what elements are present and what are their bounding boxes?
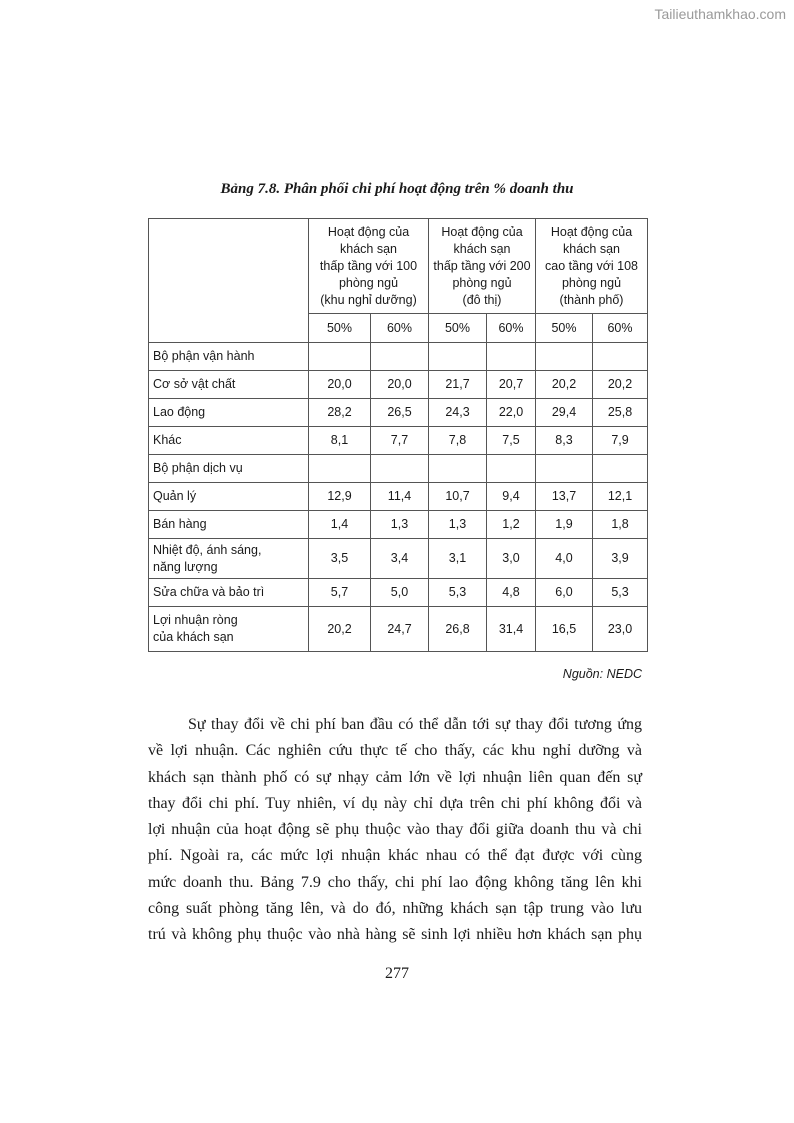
value-cell: 5,3 — [429, 579, 487, 607]
value-cell: 1,3 — [371, 511, 429, 539]
paragraph-line: công suất phòng tăng lên, và do đó, những khách sạn tập trung vào lưu — [148, 900, 642, 918]
row-label-line: của khách sạn — [153, 630, 234, 644]
paragraph-line: phí. Ngoài ra, các mức lợi nhuận khác nhau có thể đạt được với cùng — [148, 847, 642, 865]
value-cell: 5,7 — [309, 579, 371, 607]
source-note: Nguồn: NEDC — [562, 667, 642, 681]
column-group-header-line: cao tầng với 108 — [545, 258, 638, 273]
value-cell: 5,3 — [593, 579, 648, 607]
table-row — [149, 371, 648, 399]
value-cell: 1,8 — [593, 511, 648, 539]
table-row — [149, 511, 648, 539]
value-cell: 6,0 — [536, 579, 593, 607]
value-cell — [536, 343, 593, 371]
value-cell: 3,1 — [429, 539, 487, 579]
column-group-header — [309, 219, 429, 314]
column-group-header-line: thấp tầng với 200 — [433, 258, 531, 273]
paragraph-line: mức doanh thu. Bảng 7.9 cho thấy, chi phí lao động không tăng lên khi — [148, 873, 642, 891]
cost-distribution-table — [148, 218, 648, 652]
page-number: 277 — [385, 965, 409, 982]
row-label-cell — [149, 539, 309, 579]
paragraph-line: trú và không phụ thuộc vào nhà hàng sẽ sinh lợi nhiều hơn khách sạn phụ — [148, 926, 642, 944]
value-cell — [371, 455, 429, 483]
row-label-cell — [149, 579, 309, 607]
row-label-line: Khác — [153, 433, 182, 447]
value-cell: 3,9 — [593, 539, 648, 579]
column-group-header — [429, 219, 536, 314]
row-label-line: Quản lý — [153, 489, 197, 503]
value-cell: 20,2 — [536, 371, 593, 399]
occupancy-header-cell: 60% — [487, 314, 536, 343]
value-cell: 16,5 — [536, 607, 593, 652]
column-group-header-line: khách sạn — [453, 241, 511, 256]
row-label-cell — [149, 483, 309, 511]
value-cell: 9,4 — [487, 483, 536, 511]
value-cell: 20,0 — [371, 371, 429, 399]
value-cell: 13,7 — [536, 483, 593, 511]
row-label-line: Bán hàng — [153, 517, 207, 531]
table-row — [149, 343, 648, 371]
value-cell: 4,8 — [487, 579, 536, 607]
column-group-header-line: Hoạt động của — [441, 224, 523, 239]
value-cell: 12,1 — [593, 483, 648, 511]
row-label-line: Lao động — [153, 405, 206, 419]
value-cell — [371, 343, 429, 371]
value-cell: 20,7 — [487, 371, 536, 399]
column-group-header-line: khách sạn — [563, 241, 620, 256]
row-label-line: Lợi nhuận ròng — [153, 613, 238, 627]
row-label-line: năng lượng — [153, 559, 218, 574]
value-cell: 20,2 — [593, 371, 648, 399]
row-label-cell — [149, 399, 309, 427]
paragraph-line: Sự thay đổi về chi phí ban đầu có thể dẫn tới sự thay đổi tương ứng — [188, 716, 642, 733]
value-cell — [429, 455, 487, 483]
column-group-header-line: (đô thị) — [462, 292, 502, 307]
table-corner-cell — [149, 219, 309, 343]
column-group-header-line: (khu nghỉ dưỡng) — [320, 292, 417, 307]
value-cell: 3,5 — [309, 539, 371, 579]
value-cell: 20,2 — [309, 607, 371, 652]
value-cell: 1,3 — [429, 511, 487, 539]
value-cell: 21,7 — [429, 371, 487, 399]
value-cell — [593, 343, 648, 371]
value-cell: 26,8 — [429, 607, 487, 652]
value-cell: 7,7 — [371, 427, 429, 455]
table-header-row — [149, 219, 648, 314]
occupancy-header-cell: 50% — [429, 314, 487, 343]
value-cell: 10,7 — [429, 483, 487, 511]
row-label-cell — [149, 455, 309, 483]
value-cell: 25,8 — [593, 399, 648, 427]
table-row — [149, 539, 648, 579]
occupancy-header-cell: 60% — [593, 314, 648, 343]
row-label-cell — [149, 511, 309, 539]
value-cell: 7,8 — [429, 427, 487, 455]
row-label-cell — [149, 371, 309, 399]
value-cell: 12,9 — [309, 483, 371, 511]
column-group-header-line: phòng ngủ — [561, 275, 622, 290]
value-cell: 23,0 — [593, 607, 648, 652]
value-cell: 29,4 — [536, 399, 593, 427]
column-group-header-line: phòng ngủ — [338, 275, 399, 290]
column-group-header — [536, 219, 648, 314]
paragraph-line: khách sạn thành phố có sự nhạy cảm lớn về lợi nhuận liên quan đến sự — [148, 768, 642, 786]
value-cell: 7,5 — [487, 427, 536, 455]
value-cell: 24,3 — [429, 399, 487, 427]
row-label-line: Bộ phận vận hành — [153, 349, 255, 363]
value-cell: 4,0 — [536, 539, 593, 579]
row-label-cell — [149, 607, 309, 652]
row-label-line: Nhiệt độ, ánh sáng, — [153, 542, 262, 557]
column-group-header-line: phòng ngủ — [452, 275, 512, 290]
table-row — [149, 607, 648, 652]
value-cell — [593, 455, 648, 483]
value-cell: 5,0 — [371, 579, 429, 607]
value-cell: 11,4 — [371, 483, 429, 511]
table-caption: Bảng 7.8. Phân phối chi phí hoạt động trên % doanh thu — [220, 181, 574, 197]
value-cell: 31,4 — [487, 607, 536, 652]
value-cell — [309, 343, 371, 371]
value-cell: 28,2 — [309, 399, 371, 427]
occupancy-header-cell: 50% — [536, 314, 593, 343]
column-group-header-line: (thành phố) — [559, 292, 624, 307]
paragraph-line: về lợi nhuận. Các nghiên cứu thực tế cho thấy, các khu nghỉ dưỡng và — [148, 742, 642, 760]
occupancy-header-cell: 50% — [309, 314, 371, 343]
value-cell: 3,0 — [487, 539, 536, 579]
value-cell: 7,9 — [593, 427, 648, 455]
value-cell: 20,0 — [309, 371, 371, 399]
body-paragraph — [148, 712, 642, 949]
paragraph-line: thay đổi chi phí. Tuy nhiên, ví dụ này chỉ dựa trên chi phí không đổi và — [148, 794, 642, 812]
value-cell — [429, 343, 487, 371]
value-cell: 3,4 — [371, 539, 429, 579]
table-row — [149, 579, 648, 607]
value-cell — [487, 455, 536, 483]
column-group-header-line: thấp tầng với 100 — [319, 258, 418, 273]
table-row — [149, 455, 648, 483]
value-cell — [536, 455, 593, 483]
value-cell: 1,2 — [487, 511, 536, 539]
row-label-cell — [149, 343, 309, 371]
row-label-line: Cơ sở vật chất — [153, 377, 236, 391]
column-group-header-line: Hoạt động của — [550, 224, 633, 239]
value-cell: 8,1 — [309, 427, 371, 455]
column-group-header-line: Hoạt động của — [327, 224, 410, 239]
value-cell — [487, 343, 536, 371]
table-row — [149, 427, 648, 455]
watermark: Tailieuthamkhao.com — [654, 6, 786, 22]
table-row — [149, 399, 648, 427]
table-row — [149, 483, 648, 511]
value-cell: 1,4 — [309, 511, 371, 539]
value-cell — [309, 455, 371, 483]
paragraph-line: lợi nhuận của hoạt động sẽ phụ thuộc vào thay đổi giữa doanh thu và chi — [148, 821, 642, 839]
row-label-line: Bộ phận dịch vụ — [153, 461, 243, 475]
value-cell: 22,0 — [487, 399, 536, 427]
row-label-line: Sửa chữa và bảo trì — [153, 585, 265, 599]
value-cell: 26,5 — [371, 399, 429, 427]
column-group-header-line: khách sạn — [340, 241, 397, 256]
value-cell: 8,3 — [536, 427, 593, 455]
occupancy-header-cell: 60% — [371, 314, 429, 343]
value-cell: 24,7 — [371, 607, 429, 652]
value-cell: 1,9 — [536, 511, 593, 539]
row-label-cell — [149, 427, 309, 455]
